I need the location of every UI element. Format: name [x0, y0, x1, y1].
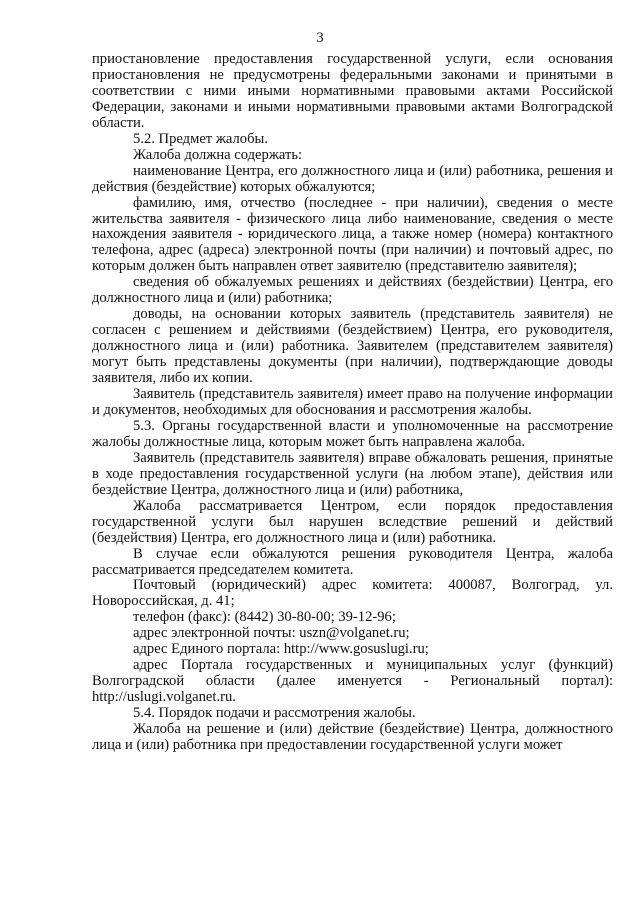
paragraph: адрес Единого портала: http://www.gosuslugi.ru; [133, 641, 429, 658]
paragraph: 5.3. Органы государственной власти и уполномоченные на рассмотрение жалобы должностные лица, которым может быть направлена жалоба. [92, 417, 613, 450]
paragraph: Заявитель (представитель заявителя) вправе обжаловать решения, принятые в ходе предоставления государственной услуги (на любом этапе), действия или бездействие Центра, должностного лица и (или) работника, [92, 449, 613, 498]
page-number: 3 [316, 30, 324, 46]
paragraph: адрес Портала государственных и муниципальных услуг (функций) Волгоградской области (далее именуется - Региональный портал): http://uslugi.volganet.ru. [92, 657, 613, 706]
paragraph: Заявитель (представитель заявителя) имеет право на получение информации и документов, необходимых для обоснования и рассмотрения жалобы. [92, 386, 613, 418]
paragraph: 5.4. Порядок подачи и рассмотрения жалобы. [133, 705, 416, 722]
paragraph: адрес электронной почты: uszn@volganet.ru; [133, 625, 410, 642]
paragraph: Жалоба на решение и (или) действие (бездействие) Центра, должностного лица и (или) работника при предоставлении государственной услуги может [92, 721, 613, 753]
paragraph: доводы, на основании которых заявитель (представитель заявителя) не согласен с решением и действиями (бездействием) Центра, его руководителя, должностного лица и (или) работника. Заявителем (представителем заявителя) могут быть представлены документы (при наличии), подтверждающие доводы заявителя, либо их копии. [92, 306, 613, 387]
paragraph: фамилию, имя, отчество (последнее - при наличии), сведения о месте жительства заявителя - физического лица либо наименование, сведения о месте нахождения заявителя - юридического лица, а также номер (номера) контактного телефона, адрес (адреса) электронной почты (при наличии) и почтовый адрес, по которым должен быть направлен ответ заявителю (представителю заявителя); [92, 194, 613, 275]
paragraph: Жалоба рассматривается Центром, если порядок предоставления государственной услуги был нарушен вследствие решений и действий (бездействия) Центра, его должностного лица и (или) работника. [92, 497, 613, 546]
document-body [92, 52, 613, 754]
paragraph: телефон (факс): (8442) 30-80-00; 39-12-96; [133, 609, 396, 626]
paragraph: приостановление предоставления государственной услуги, если основания приостановления не предусмотрены федеральными законами и принятыми в соответствии с ними иными нормативными правовыми актами Российской Федерации, законами и иными нормативными правовыми актами Волгоградской области. [92, 51, 613, 131]
paragraph: Почтовый (юридический) адрес комитета: 400087, Волгоград, ул. Новороссийская, д. 41; [92, 577, 613, 610]
paragraph: Жалоба должна содержать: [133, 146, 303, 163]
paragraph: наименование Центра, его должностного лица и (или) работника, решения и действия (бездействие) которых обжалуются; [92, 162, 613, 195]
paragraph: сведения об обжалуемых решениях и действиях (бездействии) Центра, его должностного лица и (или) работника; [92, 274, 613, 307]
paragraph: 5.2. Предмет жалобы. [133, 130, 268, 147]
paragraph: В случае если обжалуются решения руководителя Центра, жалоба рассматривается председателем комитета. [92, 545, 613, 578]
